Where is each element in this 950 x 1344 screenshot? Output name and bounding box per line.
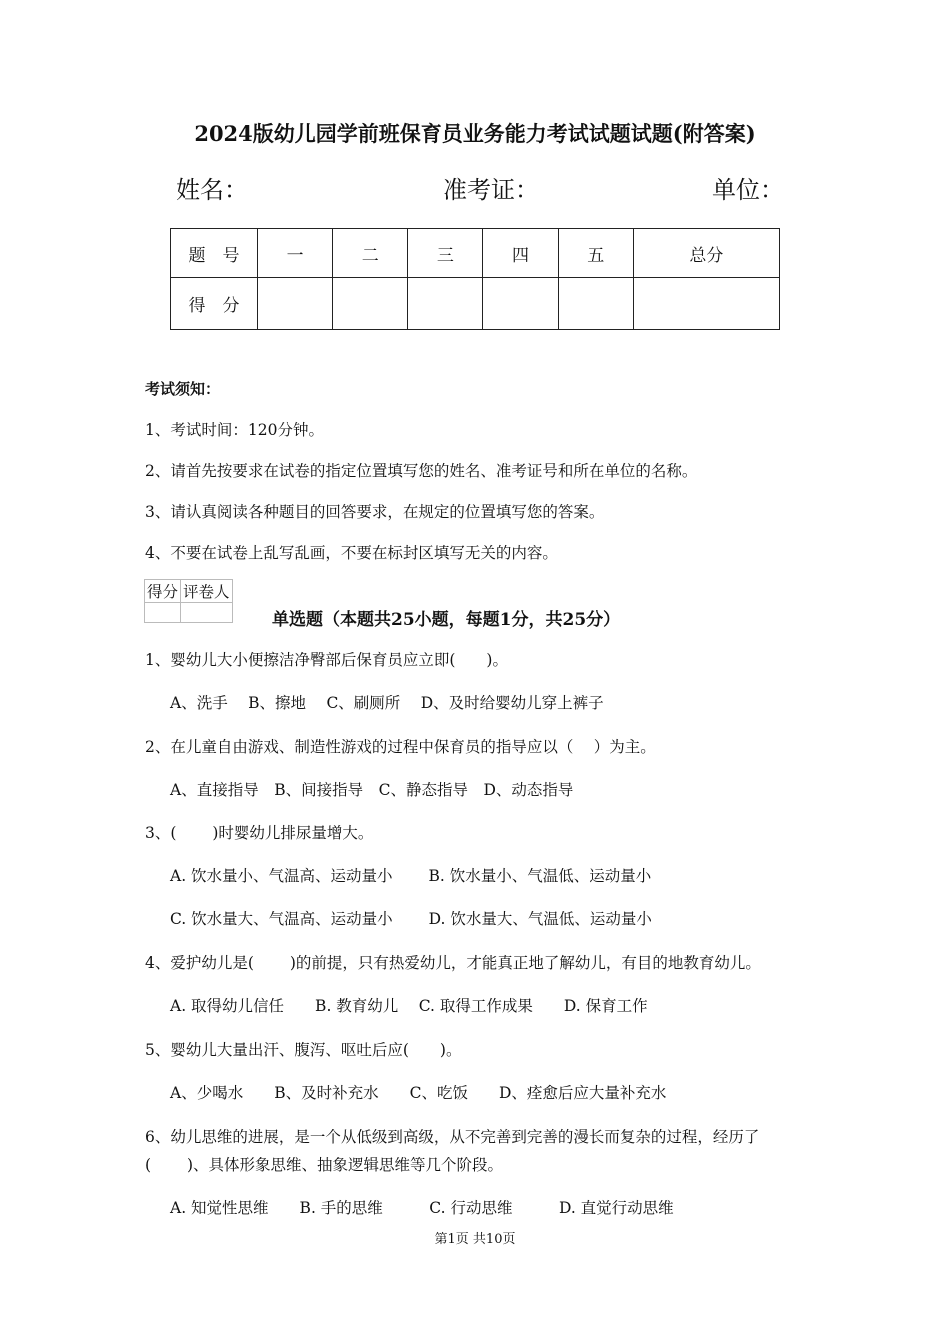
score-header-number: 题 号 (171, 229, 258, 278)
grader-name-cell (181, 603, 233, 623)
exam-id-label: 准考证： (443, 176, 539, 204)
page-footer: 第1页 共10页 (434, 1232, 516, 1247)
question-stem-continued: ( )、具体形象思维、抽象逻辑思维等几个阶段。 (145, 1156, 504, 1174)
question-options: A、洗手 B、擦地 C、刷厕所 D、及时给婴幼儿穿上裤子 (170, 694, 604, 712)
question-stem: 5、婴幼儿大量出汗、腹泻、呕吐后应( )。 (145, 1041, 462, 1059)
score-cell-5 (558, 278, 633, 330)
notice-item: 4、不要在试卷上乱写乱画，不要在标封区填写无关的内容。 (145, 544, 558, 562)
score-table (170, 228, 780, 330)
question-stem: 1、婴幼儿大小便擦洁净臀部后保育员应立即( )。 (145, 651, 508, 669)
question-stem: 2、在儿童自由游戏、制造性游戏的过程中保育员的指导应以（ ）为主。 (145, 738, 656, 756)
question-options: A、直接指导 B、间接指导 C、静态指导 D、动态指导 (170, 781, 574, 799)
notice-item: 1、考试时间：120分钟。 (145, 421, 324, 439)
score-header-1: 一 (258, 229, 333, 278)
grader-name-label: 评卷人 (181, 580, 233, 603)
question-options: A. 取得幼儿信任 B. 教育幼儿 C. 取得工作成果 D. 保育工作 (170, 997, 648, 1015)
name-label: 姓名： (176, 176, 248, 204)
grader-box (144, 579, 233, 623)
score-header-3: 三 (408, 229, 483, 278)
question-options: C. 饮水量大、气温高、运动量小 D. 饮水量大、气温低、运动量小 (170, 910, 652, 928)
question-options: A、少喝水 B、及时补充水 C、吃饭 D、痊愈后应大量补充水 (170, 1084, 667, 1102)
score-cell-2 (333, 278, 408, 330)
notice-item: 3、请认真阅读各种题目的回答要求，在规定的位置填写您的答案。 (145, 503, 605, 521)
question-options: A. 饮水量小、气温高、运动量小 B. 饮水量小、气温低、运动量小 (170, 867, 652, 885)
question-stem: 4、爱护幼儿是( )的前提，只有热爱幼儿，才能真正地了解幼儿，有目的地教育幼儿。 (145, 954, 761, 972)
grader-score-cell (145, 603, 181, 623)
score-header-4: 四 (483, 229, 558, 278)
section-title: 单选题（本题共25小题，每题1分，共25分） (272, 610, 621, 630)
score-cell-1 (258, 278, 333, 330)
score-header-2: 二 (333, 229, 408, 278)
question-stem: 3、( )时婴幼儿排尿量增大。 (145, 824, 374, 842)
score-header-total: 总分 (633, 229, 779, 278)
score-header-5: 五 (558, 229, 633, 278)
score-cell-4 (483, 278, 558, 330)
score-cell-3 (408, 278, 483, 330)
page-title: 2024版幼儿园学前班保育员业务能力考试试题试题(附答案) (194, 121, 756, 146)
grader-score-label: 得分 (145, 580, 181, 603)
score-row-label: 得 分 (171, 278, 258, 330)
notice-heading: 考试须知： (145, 380, 221, 398)
notice-item: 2、请首先按要求在试卷的指定位置填写您的姓名、准考证号和所在单位的名称。 (145, 462, 698, 480)
question-options: A. 知觉性思维 B. 手的思维 C. 行动思维 D. 直觉行动思维 (170, 1199, 674, 1217)
unit-label: 单位： (712, 176, 784, 204)
score-cell-total (633, 278, 779, 330)
question-stem: 6、幼儿思维的进展，是一个从低级到高级，从不完善到完善的漫长而复杂的过程，经历了 (145, 1128, 760, 1146)
